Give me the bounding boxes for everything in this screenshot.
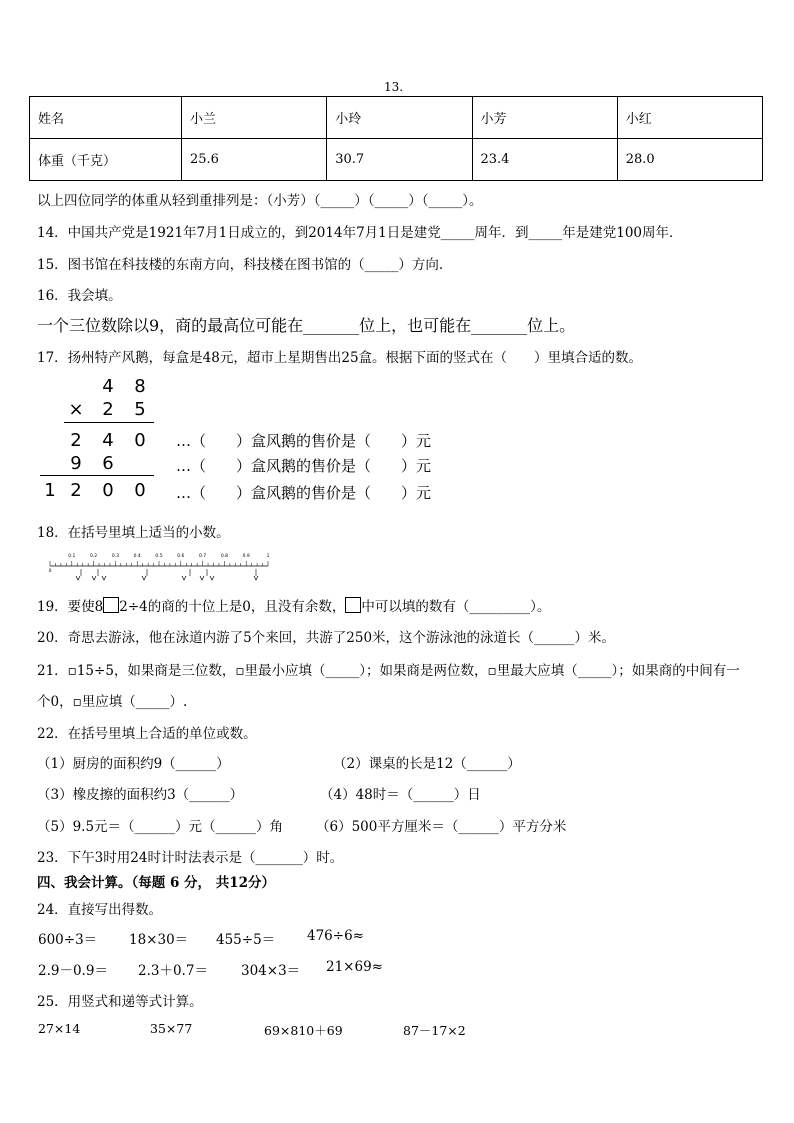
table-cell: 体重（千克） — [30, 139, 182, 181]
digit: 2 — [70, 480, 82, 501]
divider-line — [40, 475, 154, 476]
digit: 4 — [102, 430, 114, 451]
question-20: 20．奇思去游泳，他在泳道内游了5个来回，共游了250米，这个游泳池的泳道长（______）米。 — [37, 630, 616, 646]
question-25-title: 25．用竖式和递等式计算。 — [37, 994, 203, 1010]
calc-item: 18×30＝ — [129, 932, 189, 948]
tick-label: 0.1 — [68, 554, 76, 559]
digit: 8 — [134, 376, 146, 397]
calc-item: 455÷5＝ — [216, 932, 276, 948]
calc-item: 69×810＋69 — [264, 1023, 343, 1038]
q22-item: （3）橡皮擦的面积约3（______） — [37, 787, 244, 803]
question-21-line2: 个0，▫里应填（_____）. — [37, 694, 188, 710]
table-cell: 25.6 — [182, 139, 327, 181]
tick-label: 0.6 — [177, 554, 185, 559]
question-13-number: 13. — [384, 80, 404, 94]
question-22-title: 22．在括号里填上合适的单位或数。 — [37, 726, 257, 742]
table-cell: 小兰 — [182, 97, 327, 139]
tick-label: 0 — [48, 569, 52, 574]
table-cell: 姓名 — [30, 97, 182, 139]
digit: 0 — [134, 430, 146, 451]
q22-item: （2）课桌的长是12（______） — [333, 756, 521, 772]
table-cell: 小芳 — [472, 97, 617, 139]
question-16-title: 16．我会填。 — [37, 288, 122, 304]
digit: 1 — [44, 480, 56, 501]
number-line — [46, 548, 270, 584]
step-note: …（ ）盒风鹅的售价是（ ）元 — [176, 432, 432, 450]
question-19 — [37, 595, 550, 615]
blank-box — [345, 597, 361, 613]
divider-line — [64, 422, 154, 423]
calc-item: 2.3＋0.7＝ — [138, 963, 208, 979]
table-row — [30, 139, 763, 181]
tick-label: 0.4 — [133, 554, 141, 559]
question-13-text: 以上四位同学的体重从轻到重排列是：（小芳）（_____）（_____）（_____）。 — [37, 193, 483, 209]
calc-item: 476÷6≈ — [307, 928, 364, 944]
q22-item: （5）9.5元＝（______）元（______）角 — [37, 819, 284, 835]
tick-label: 0.9 — [242, 554, 250, 559]
calc-item: 35×77 — [150, 1021, 193, 1036]
tick-label: 0.7 — [199, 554, 207, 559]
q19-mid: 2÷4的商的十位上是0，且没有余数， — [119, 599, 346, 615]
question-23: 23．下午3时用24时计时法表示是（_______）时。 — [37, 850, 344, 866]
digit: 9 — [70, 453, 82, 474]
vertical-multiplication — [40, 376, 160, 506]
digit: 6 — [102, 453, 114, 474]
tick-label: 0.8 — [220, 554, 228, 559]
section-4-heading: 四、我会计算。（每题 6 分， 共12分） — [37, 875, 276, 891]
table-cell: 小红 — [617, 97, 762, 139]
question-16-text: 一个三位数除以9，商的最高位可能在_______位上，也可能在_______位上。 — [37, 316, 576, 335]
q22-item: （1）厨房的面积约9（______） — [37, 756, 230, 772]
calc-item: 304×3＝ — [241, 963, 301, 979]
tick-label: 1 — [266, 554, 270, 559]
table-cell: 30.7 — [327, 139, 472, 181]
calc-item: 2.9－0.9＝ — [38, 963, 108, 979]
digit: 4 — [102, 376, 114, 397]
digit: 0 — [102, 480, 114, 501]
question-14: 14．中国共产党是1921年7月1日成立的，到2014年7月1日是建党_____周年．到_____年是建党100周年． — [37, 225, 683, 241]
step-note: …（ ）盒风鹅的售价是（ ）元 — [176, 457, 432, 475]
q22-item: （6）500平方厘米＝（______）平方分米 — [316, 819, 567, 835]
question-21-line1: 21．▫15÷5，如果商是三位数，▫里最小应填（_____）；如果商是两位数，▫里最大应填（_____）；如果商的中间有一 — [37, 663, 740, 679]
table-cell: 小玲 — [327, 97, 472, 139]
weight-table — [29, 96, 763, 181]
tick-label: 0.5 — [155, 554, 163, 559]
table-cell: 28.0 — [617, 139, 762, 181]
tick-label: 0.3 — [111, 554, 119, 559]
digit: 2 — [70, 430, 82, 451]
calc-item: 600÷3＝ — [38, 932, 98, 948]
q19-post: 中可以填的数有（_________）。 — [361, 599, 551, 615]
calc-item: 21×69≈ — [326, 959, 383, 975]
digit: 0 — [134, 480, 146, 501]
step-note: …（ ）盒风鹅的售价是（ ）元 — [176, 484, 432, 502]
q22-item: （4）48时＝（______）日 — [320, 787, 481, 803]
calc-item: 27×14 — [38, 1021, 81, 1036]
tick-label: 0.2 — [90, 554, 98, 559]
table-cell: 23.4 — [472, 139, 617, 181]
question-24-title: 24．直接写出得数。 — [37, 902, 163, 918]
blank-box — [103, 597, 119, 613]
digit: 2 — [102, 399, 114, 420]
table-row — [30, 97, 763, 139]
question-17-title: 17．扬州特产风鹅，每盒是48元，超市上星期售出25盒。根据下面的竖式在（ ）里填合适的数。 — [37, 350, 643, 366]
multiply-sign: × — [68, 399, 84, 420]
digit: 5 — [134, 399, 146, 420]
q19-pre: 19．要使8 — [37, 599, 104, 615]
question-15: 15．图书馆在科技楼的东南方向，科技楼在图书馆的（_____）方向． — [37, 257, 453, 273]
calc-item: 87－17×2 — [403, 1023, 466, 1038]
question-18-title: 18．在括号里填上适当的小数。 — [37, 525, 230, 541]
